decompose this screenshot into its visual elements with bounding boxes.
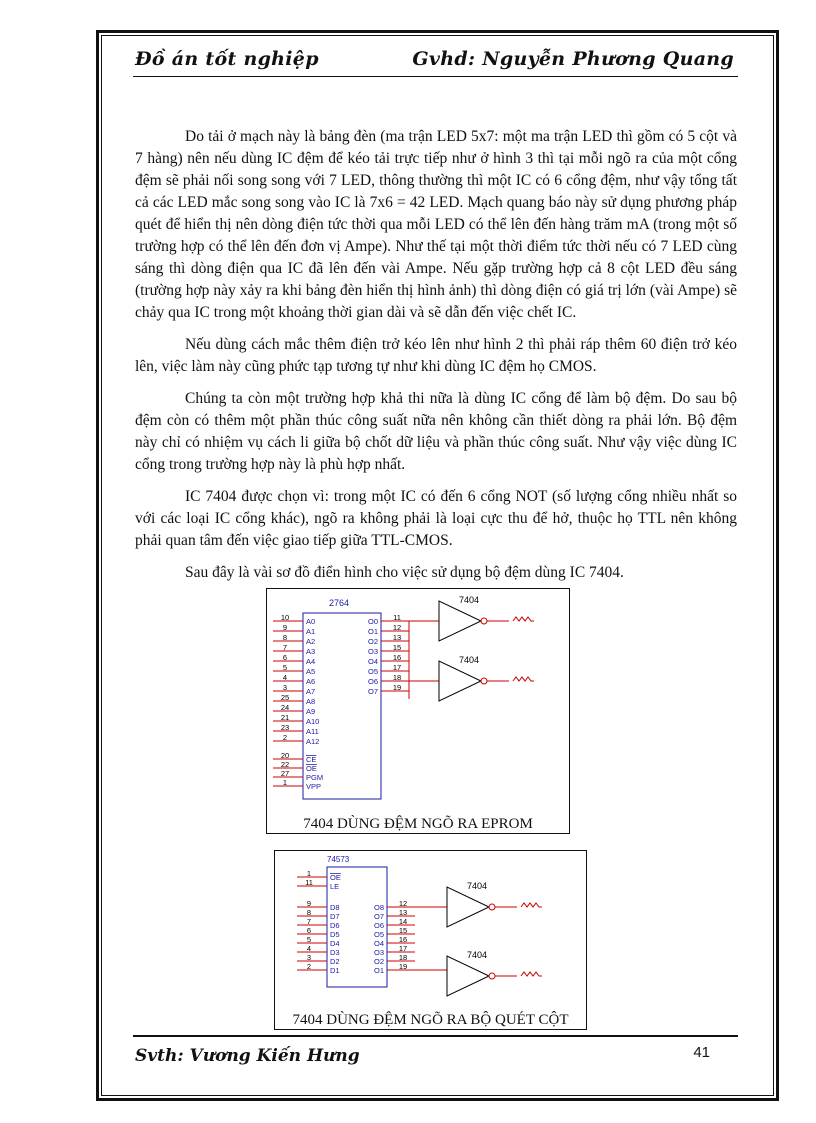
fig1-left-pin-name-3: A3 bbox=[306, 647, 316, 656]
fig1-gate-b-resistor bbox=[513, 677, 534, 681]
figure-column-scan bbox=[274, 850, 587, 1030]
fig1-ctrl-pin-name-0: CE bbox=[306, 755, 317, 764]
fig2-gate-a-not-gate bbox=[447, 887, 489, 927]
fig2-left-pin-num-0: 9 bbox=[306, 899, 312, 908]
fig1-right-pin-name-5: O5 bbox=[367, 667, 378, 676]
fig2-gate-b-not-gate bbox=[447, 956, 489, 996]
fig1-left-pin-name-7: A7 bbox=[306, 687, 316, 696]
fig2-right-pin-name-2: O6 bbox=[373, 921, 384, 930]
fig1-left-pin-name-2: A2 bbox=[306, 637, 316, 646]
fig1-right-pin-name-3: O3 bbox=[367, 647, 378, 656]
footer-left: Svth: Vương Kiến Hưng bbox=[135, 1046, 360, 1066]
fig1-right-pin-num-3: 15 bbox=[392, 643, 402, 652]
fig2-right-pin-num-5: 17 bbox=[398, 944, 408, 953]
fig2-right-pin-name-6: O2 bbox=[373, 957, 384, 966]
fig2-right-pin-name-4: O4 bbox=[373, 939, 384, 948]
paragraph-3: Chúng ta còn một trường hợp khả thi nữa là dùng IC cổng để làm bộ đệm. Do sau bộ đệm còn có thêm một phần thúc công suất nữa nên không cần thiết dòng ra phải lớn. Bộ đệm này chỉ có nhiệm vụ cách li giữa bộ chốt dữ liệu và phần thúc công suất. Như vậy việc dùng IC cổng trong trường hợp này là phù hợp nhất. bbox=[135, 390, 737, 473]
fig1-ctrl-pin-num-1: 22 bbox=[280, 760, 290, 769]
fig1-left-pin-name-8: A8 bbox=[306, 697, 316, 706]
fig1-right-pin-name-2: O2 bbox=[367, 637, 378, 646]
fig1-left-pin-num-5: 5 bbox=[282, 663, 288, 672]
fig1-right-pin-num-5: 17 bbox=[392, 663, 402, 672]
fig2-left-pin-name-7: D1 bbox=[330, 966, 340, 975]
fig2-right-pin-name-3: O5 bbox=[373, 930, 384, 939]
fig2-left-pin-num-7: 2 bbox=[306, 962, 312, 971]
fig1-left-pin-num-4: 6 bbox=[282, 653, 288, 662]
fig2-left-pin-name-3: D5 bbox=[330, 930, 340, 939]
fig2-gate-a-label: 7404 bbox=[467, 881, 488, 891]
fig2-chip-name: 74573 bbox=[327, 855, 350, 864]
header-right: Gvhd: Nguyễn Phương Quang bbox=[412, 48, 734, 70]
fig1-left-pin-num-11: 23 bbox=[280, 723, 290, 732]
fig1-left-pin-name-11: A11 bbox=[306, 727, 319, 736]
fig2-left-pin-num-3: 6 bbox=[306, 926, 312, 935]
fig1-right-pin-num-1: 12 bbox=[392, 623, 402, 632]
fig1-ctrl-pin-name-2: PGM bbox=[306, 773, 324, 782]
fig2-ctrl-pin-num-1: 11 bbox=[305, 878, 313, 887]
fig1-ctrl-pin-num-0: 20 bbox=[280, 751, 290, 760]
fig1-left-pin-name-0: A0 bbox=[306, 617, 316, 626]
fig2-ctrl-pin-name-1: LE bbox=[330, 882, 340, 891]
body-text bbox=[135, 126, 737, 594]
fig1-right-pin-num-6: 18 bbox=[392, 673, 402, 682]
fig1-right-pin-name-6: O6 bbox=[367, 677, 378, 686]
fig2-right-pin-num-6: 18 bbox=[398, 953, 408, 962]
fig1-right-pin-num-4: 16 bbox=[392, 653, 402, 662]
fig1-right-pin-num-2: 13 bbox=[392, 633, 402, 642]
fig2-left-pin-num-6: 3 bbox=[306, 953, 312, 962]
fig1-left-pin-name-5: A5 bbox=[306, 667, 316, 676]
fig2-right-pin-num-2: 14 bbox=[398, 917, 408, 926]
fig1-left-pin-num-0: 10 bbox=[280, 613, 290, 622]
fig2-left-pin-num-1: 8 bbox=[306, 908, 312, 917]
fig1-gate-a-bubble bbox=[481, 618, 487, 624]
fig2-ctrl-pin-num-0: 1 bbox=[306, 869, 312, 878]
fig1-left-pin-num-8: 25 bbox=[280, 693, 290, 702]
fig1-gate-a-not-gate bbox=[439, 601, 481, 641]
paragraph-1: Do tải ở mạch này là bảng đèn (ma trận LED 5x7: một ma trận LED thì gồm có 5 cột và 7 hàng) nên nếu dùng IC đệm để kéo tải trực tiếp như ở hình 3 thì tại mỗi ngõ ra của một cổng đệm sẽ phải nối song song với 7 LED, thông thường thì một IC có 6 cổng đệm, như vậy tổng tất cả các LED mắc song song vào IC là 7x6 = 42 LED. Mạch quang báo này sử dụng phương pháp quét để hiển thị nên dòng điện tức thời qua mỗi LED có thể lên đến hàng trăm mA (trong một số trường hợp có thể lên đến đơn vị Ampe). Như thế tại một thời điểm tức thời nếu có 7 LED cùng sáng thì dòng điện qua IC đã lên đến vài Ampe. Nếu gặp trường hợp cả 8 cột LED đều sáng (trường hợp này xảy ra khi bảng đèn hiển thị hình ảnh) thì dòng điện có giá trị lớn (vài Ampe) sẽ chảy qua IC trong một khoảng thời gian dài và sẽ dẫn đến việc chết IC. bbox=[135, 128, 737, 321]
fig1-left-pin-num-7: 3 bbox=[282, 683, 288, 692]
fig1-gate-a-resistor bbox=[513, 617, 534, 621]
fig2-right-pin-num-1: 13 bbox=[398, 908, 408, 917]
header-rule bbox=[133, 76, 738, 77]
fig2-ctrl-pin-name-0: OE bbox=[330, 873, 341, 882]
fig2-gate-b-bubble bbox=[489, 973, 495, 979]
figure-column-scan-caption: 7404 DÙNG ĐỆM NGÕ RA BỘ QUÉT CỘT bbox=[292, 1012, 569, 1028]
figure-eprom-schematic bbox=[267, 589, 569, 811]
fig1-left-pin-num-12: 2 bbox=[282, 733, 288, 742]
fig1-right-pin-name-1: O1 bbox=[367, 627, 378, 636]
header-left: Đồ án tốt nghiệp bbox=[135, 48, 319, 70]
fig1-gate-a-label: 7404 bbox=[459, 595, 480, 605]
fig1-left-pin-name-4: A4 bbox=[306, 657, 316, 666]
fig2-right-pin-num-3: 15 bbox=[398, 926, 408, 935]
fig1-right-pin-num-0: 11 bbox=[393, 613, 401, 622]
fig1-left-pin-name-1: A1 bbox=[306, 627, 316, 636]
page-number: 41 bbox=[693, 1044, 710, 1061]
fig1-left-pin-num-2: 8 bbox=[282, 633, 288, 642]
fig1-left-pin-num-6: 4 bbox=[282, 673, 288, 682]
fig2-right-pin-name-0: O8 bbox=[373, 903, 384, 912]
fig1-right-pin-name-4: O4 bbox=[367, 657, 378, 666]
fig2-left-pin-num-4: 5 bbox=[306, 935, 312, 944]
fig1-left-pin-num-1: 9 bbox=[282, 623, 288, 632]
fig2-left-pin-name-5: D3 bbox=[330, 948, 340, 957]
fig2-left-pin-num-2: 7 bbox=[306, 917, 312, 926]
fig2-left-pin-name-1: D7 bbox=[330, 912, 340, 921]
fig1-left-pin-name-10: A10 bbox=[306, 717, 320, 726]
fig1-chip-name: 2764 bbox=[329, 598, 350, 608]
fig2-gate-a-bubble bbox=[489, 904, 495, 910]
figure-eprom bbox=[266, 588, 570, 834]
fig2-gate-b-label: 7404 bbox=[467, 950, 488, 960]
fig1-ctrl-pin-name-3: VPP bbox=[306, 782, 322, 791]
fig2-right-pin-name-7: O1 bbox=[373, 966, 384, 975]
figure-eprom-caption: 7404 DÙNG ĐỆM NGÕ RA EPROM bbox=[303, 816, 533, 832]
fig2-gate-b-resistor bbox=[521, 972, 542, 976]
fig1-ctrl-pin-num-2: 27 bbox=[280, 769, 290, 778]
fig1-gate-b-not-gate bbox=[439, 661, 481, 701]
fig2-left-pin-name-6: D2 bbox=[330, 957, 340, 966]
fig1-left-pin-name-6: A6 bbox=[306, 677, 316, 686]
fig1-left-pin-num-3: 7 bbox=[282, 643, 288, 652]
fig1-right-pin-num-7: 19 bbox=[392, 683, 402, 692]
paragraph-5: Sau đây là vài sơ đồ điển hình cho việc sử dụng bộ đệm dùng IC 7404. bbox=[185, 564, 624, 581]
fig2-right-pin-num-7: 19 bbox=[398, 962, 408, 971]
fig2-right-pin-name-5: O3 bbox=[373, 948, 384, 957]
footer-rule bbox=[133, 1035, 738, 1037]
paragraph-2: Nếu dùng cách mắc thêm điện trở kéo lên như hình 2 thì phải ráp thêm 60 điện trở kéo lên, việc làm này cũng phức tạp tương tự như khi dùng IC đệm họ CMOS. bbox=[135, 336, 737, 375]
fig1-right-pin-name-0: O0 bbox=[367, 617, 378, 626]
fig2-gate-a-resistor bbox=[521, 903, 542, 907]
fig1-ctrl-pin-num-3: 1 bbox=[282, 778, 288, 787]
fig2-left-pin-name-2: D6 bbox=[330, 921, 340, 930]
figure-column-scan-schematic bbox=[275, 851, 586, 1007]
fig2-left-pin-num-5: 4 bbox=[306, 944, 312, 953]
fig1-ctrl-pin-name-1: OE bbox=[306, 764, 317, 773]
fig2-right-pin-name-1: O7 bbox=[373, 912, 384, 921]
fig2-right-pin-num-0: 12 bbox=[398, 899, 408, 908]
fig1-right-pin-name-7: O7 bbox=[367, 687, 378, 696]
fig1-gate-b-label: 7404 bbox=[459, 655, 480, 665]
fig2-left-pin-name-4: D4 bbox=[330, 939, 340, 948]
paragraph-4: IC 7404 được chọn vì: trong một IC có đến 6 cổng NOT (số lượng cổng nhiều nhất so với các loại IC cổng khác), ngõ ra không phải là loại cực thu để hở, thuộc họ TTL nên không phải quan tâm đến việc giao tiếp giữa TTL-CMOS. bbox=[135, 488, 737, 549]
fig1-left-pin-num-10: 21 bbox=[280, 713, 290, 722]
fig2-left-pin-name-0: D8 bbox=[330, 903, 340, 912]
fig1-left-pin-name-9: A9 bbox=[306, 707, 316, 716]
fig2-right-pin-num-4: 16 bbox=[398, 935, 408, 944]
fig1-left-pin-num-9: 24 bbox=[280, 703, 290, 712]
fig1-gate-b-bubble bbox=[481, 678, 487, 684]
fig1-left-pin-name-12: A12 bbox=[306, 737, 320, 746]
